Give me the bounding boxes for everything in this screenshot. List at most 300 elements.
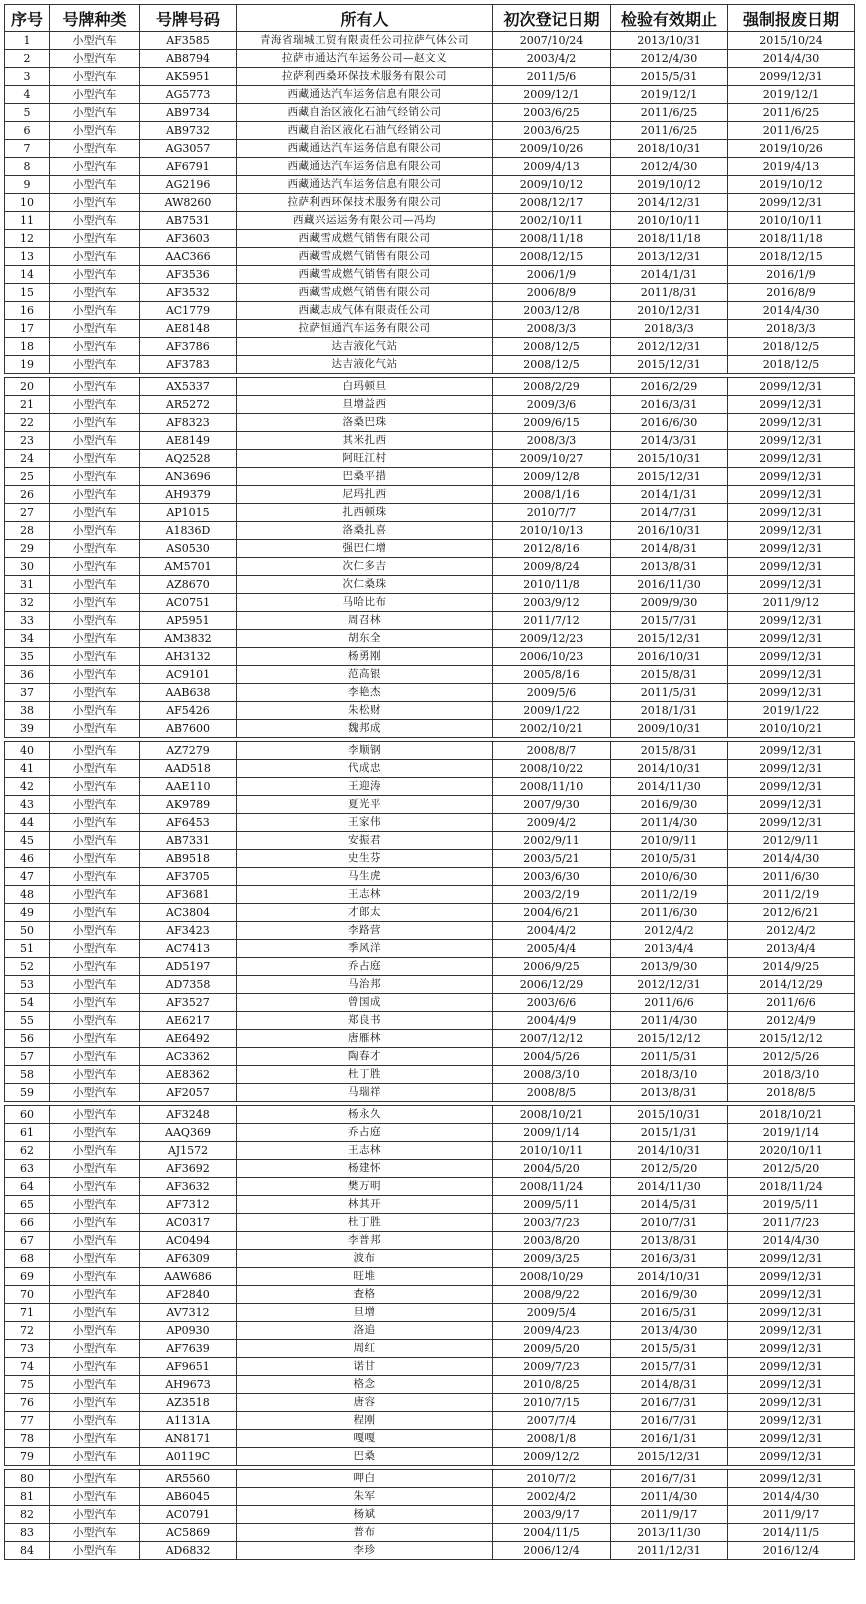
cell-owner: 王家伟	[237, 814, 493, 832]
cell-first-registration-date: 2007/9/30	[493, 796, 611, 814]
cell-plate-type: 小型汽车	[50, 702, 140, 720]
cell-first-registration-date: 2009/10/27	[493, 450, 611, 468]
cell-plate-number: AR5272	[140, 396, 237, 414]
cell-plate-number: AC0494	[140, 1232, 237, 1250]
cell-plate-number: AF3423	[140, 922, 237, 940]
cell-seq: 40	[5, 742, 50, 760]
cell-inspection-valid-until: 2019/12/1	[611, 86, 728, 104]
cell-mandatory-scrap-date: 2099/12/31	[728, 576, 855, 594]
cell-inspection-valid-until: 2011/2/19	[611, 886, 728, 904]
table-row	[5, 994, 855, 1012]
cell-first-registration-date: 2003/4/2	[493, 50, 611, 68]
cell-first-registration-date: 2009/12/1	[493, 86, 611, 104]
cell-owner: 陶春才	[237, 1048, 493, 1066]
cell-plate-number: AP0930	[140, 1322, 237, 1340]
cell-plate-number: AF6309	[140, 1250, 237, 1268]
cell-inspection-valid-until: 2015/5/31	[611, 1340, 728, 1358]
cell-mandatory-scrap-date: 2011/7/23	[728, 1214, 855, 1232]
cell-inspection-valid-until: 2014/1/31	[611, 486, 728, 504]
cell-inspection-valid-until: 2013/4/30	[611, 1322, 728, 1340]
cell-mandatory-scrap-date: 2099/12/31	[728, 540, 855, 558]
cell-plate-type: 小型汽车	[50, 378, 140, 396]
cell-owner: 洛桑扎喜	[237, 522, 493, 540]
vehicle-table	[4, 4, 855, 1560]
table-row	[5, 1286, 855, 1304]
cell-seq: 37	[5, 684, 50, 702]
cell-mandatory-scrap-date: 2014/4/30	[728, 50, 855, 68]
table-row	[5, 1488, 855, 1506]
cell-seq: 71	[5, 1304, 50, 1322]
cell-seq: 29	[5, 540, 50, 558]
cell-first-registration-date: 2008/1/16	[493, 486, 611, 504]
cell-mandatory-scrap-date: 2018/11/24	[728, 1178, 855, 1196]
cell-plate-type: 小型汽车	[50, 666, 140, 684]
cell-plate-type: 小型汽车	[50, 122, 140, 140]
cell-first-registration-date: 2002/4/2	[493, 1488, 611, 1506]
cell-inspection-valid-until: 2015/5/31	[611, 68, 728, 86]
cell-seq: 56	[5, 1030, 50, 1048]
cell-plate-number: A1131A	[140, 1412, 237, 1430]
cell-plate-number: AV7312	[140, 1304, 237, 1322]
cell-mandatory-scrap-date: 2014/4/30	[728, 1488, 855, 1506]
cell-first-registration-date: 2006/12/4	[493, 1542, 611, 1560]
cell-plate-type: 小型汽车	[50, 958, 140, 976]
cell-first-registration-date: 2009/8/24	[493, 558, 611, 576]
cell-mandatory-scrap-date: 2011/6/30	[728, 868, 855, 886]
cell-plate-number: AM5701	[140, 558, 237, 576]
table-row	[5, 396, 855, 414]
table-row	[5, 86, 855, 104]
cell-owner: 旦增	[237, 1304, 493, 1322]
table-row	[5, 666, 855, 684]
cell-plate-type: 小型汽车	[50, 684, 140, 702]
cell-inspection-valid-until: 2013/10/31	[611, 32, 728, 50]
cell-owner: 诺甘	[237, 1358, 493, 1376]
cell-inspection-valid-until: 2011/5/31	[611, 1048, 728, 1066]
cell-first-registration-date: 2009/6/15	[493, 414, 611, 432]
cell-first-registration-date: 2010/10/11	[493, 1142, 611, 1160]
cell-plate-number: AF2057	[140, 1084, 237, 1102]
cell-mandatory-scrap-date: 2099/12/31	[728, 684, 855, 702]
cell-first-registration-date: 2009/4/23	[493, 1322, 611, 1340]
cell-mandatory-scrap-date: 2018/12/5	[728, 356, 855, 374]
cell-owner: 朱松财	[237, 702, 493, 720]
cell-plate-type: 小型汽车	[50, 1488, 140, 1506]
cell-plate-type: 小型汽车	[50, 194, 140, 212]
cell-plate-type: 小型汽车	[50, 994, 140, 1012]
cell-first-registration-date: 2008/8/7	[493, 742, 611, 760]
cell-plate-number: AZ8670	[140, 576, 237, 594]
cell-owner: 李路营	[237, 922, 493, 940]
cell-seq: 54	[5, 994, 50, 1012]
cell-inspection-valid-until: 2014/1/31	[611, 266, 728, 284]
cell-seq: 25	[5, 468, 50, 486]
table-row	[5, 702, 855, 720]
cell-owner: 马瑞祥	[237, 1084, 493, 1102]
cell-mandatory-scrap-date: 2016/8/9	[728, 284, 855, 302]
cell-seq: 69	[5, 1268, 50, 1286]
table-row	[5, 266, 855, 284]
table-row	[5, 1214, 855, 1232]
cell-mandatory-scrap-date: 2099/12/31	[728, 1358, 855, 1376]
cell-plate-type: 小型汽车	[50, 158, 140, 176]
cell-first-registration-date: 2008/10/29	[493, 1268, 611, 1286]
cell-mandatory-scrap-date: 2013/4/4	[728, 940, 855, 958]
cell-first-registration-date: 2009/12/8	[493, 468, 611, 486]
cell-seq: 30	[5, 558, 50, 576]
cell-owner: 唐容	[237, 1394, 493, 1412]
cell-mandatory-scrap-date: 2019/10/12	[728, 176, 855, 194]
cell-first-registration-date: 2006/9/25	[493, 958, 611, 976]
table-row	[5, 1448, 855, 1466]
cell-plate-number: AF3585	[140, 32, 237, 50]
cell-owner: 阿旺江村	[237, 450, 493, 468]
cell-owner: 史生芬	[237, 850, 493, 868]
cell-first-registration-date: 2006/1/9	[493, 266, 611, 284]
cell-inspection-valid-until: 2011/8/31	[611, 284, 728, 302]
table-row	[5, 338, 855, 356]
cell-first-registration-date: 2008/3/10	[493, 1066, 611, 1084]
cell-plate-number: AB9518	[140, 850, 237, 868]
table-row	[5, 140, 855, 158]
cell-plate-type: 小型汽车	[50, 302, 140, 320]
cell-plate-type: 小型汽车	[50, 432, 140, 450]
cell-owner: 洛追	[237, 1322, 493, 1340]
cell-owner: 代成忠	[237, 760, 493, 778]
cell-owner: 李珍	[237, 1542, 493, 1560]
cell-plate-number: AE8362	[140, 1066, 237, 1084]
cell-inspection-valid-until: 2015/12/31	[611, 630, 728, 648]
cell-seq: 52	[5, 958, 50, 976]
cell-mandatory-scrap-date: 2099/12/31	[728, 558, 855, 576]
cell-first-registration-date: 2009/10/12	[493, 176, 611, 194]
table-body	[5, 32, 855, 1560]
cell-seq: 32	[5, 594, 50, 612]
cell-first-registration-date: 2005/4/4	[493, 940, 611, 958]
table-row	[5, 1250, 855, 1268]
cell-inspection-valid-until: 2015/12/31	[611, 356, 728, 374]
cell-owner: 旦增益西	[237, 396, 493, 414]
cell-plate-type: 小型汽车	[50, 1340, 140, 1358]
cell-owner: 次仁多吉	[237, 558, 493, 576]
cell-plate-type: 小型汽车	[50, 284, 140, 302]
cell-first-registration-date: 2010/7/2	[493, 1470, 611, 1488]
cell-plate-type: 小型汽车	[50, 1470, 140, 1488]
cell-first-registration-date: 2009/5/6	[493, 684, 611, 702]
table-row	[5, 778, 855, 796]
cell-plate-type: 小型汽车	[50, 356, 140, 374]
cell-seq: 44	[5, 814, 50, 832]
cell-seq: 68	[5, 1250, 50, 1268]
cell-inspection-valid-until: 2010/9/11	[611, 832, 728, 850]
cell-plate-type: 小型汽车	[50, 1178, 140, 1196]
table-row	[5, 1430, 855, 1448]
table-row	[5, 1066, 855, 1084]
table-row	[5, 104, 855, 122]
cell-first-registration-date: 2004/5/26	[493, 1048, 611, 1066]
cell-first-registration-date: 2003/6/30	[493, 868, 611, 886]
cell-owner: 李艳杰	[237, 684, 493, 702]
cell-seq: 61	[5, 1124, 50, 1142]
cell-plate-number: AC0791	[140, 1506, 237, 1524]
cell-plate-type: 小型汽车	[50, 1232, 140, 1250]
cell-plate-type: 小型汽车	[50, 104, 140, 122]
cell-inspection-valid-until: 2015/7/31	[611, 1358, 728, 1376]
cell-inspection-valid-until: 2016/10/31	[611, 648, 728, 666]
cell-seq: 28	[5, 522, 50, 540]
cell-plate-number: AAD518	[140, 760, 237, 778]
cell-seq: 11	[5, 212, 50, 230]
cell-plate-number: AF3783	[140, 356, 237, 374]
cell-plate-number: AG2196	[140, 176, 237, 194]
cell-plate-number: AW8260	[140, 194, 237, 212]
cell-plate-number: AH9673	[140, 1376, 237, 1394]
cell-plate-number: AD6832	[140, 1542, 237, 1560]
cell-owner: 巴桑平措	[237, 468, 493, 486]
cell-owner: 李普邦	[237, 1232, 493, 1250]
cell-owner: 魏邦成	[237, 720, 493, 738]
cell-inspection-valid-until: 2012/12/31	[611, 976, 728, 994]
cell-mandatory-scrap-date: 2099/12/31	[728, 1286, 855, 1304]
cell-plate-number: AF6453	[140, 814, 237, 832]
table-row	[5, 814, 855, 832]
cell-seq: 17	[5, 320, 50, 338]
cell-owner: 其米扎西	[237, 432, 493, 450]
cell-plate-number: AH3132	[140, 648, 237, 666]
cell-first-registration-date: 2008/12/17	[493, 194, 611, 212]
cell-seq: 50	[5, 922, 50, 940]
cell-mandatory-scrap-date: 2019/1/14	[728, 1124, 855, 1142]
cell-inspection-valid-until: 2016/3/31	[611, 1250, 728, 1268]
cell-inspection-valid-until: 2015/12/31	[611, 468, 728, 486]
cell-owner: 青海省瑞城工贸有限责任公司拉萨气体公司	[237, 32, 493, 50]
cell-owner: 西藏自治区液化石油气经销公司	[237, 122, 493, 140]
cell-inspection-valid-until: 2016/2/29	[611, 378, 728, 396]
cell-plate-number: A0119C	[140, 1448, 237, 1466]
cell-plate-number: AS0530	[140, 540, 237, 558]
cell-plate-number: AB9732	[140, 122, 237, 140]
cell-plate-type: 小型汽车	[50, 86, 140, 104]
cell-plate-number: AAE110	[140, 778, 237, 796]
cell-first-registration-date: 2003/5/21	[493, 850, 611, 868]
table-row	[5, 1358, 855, 1376]
cell-mandatory-scrap-date: 2010/10/21	[728, 720, 855, 738]
table-row	[5, 1048, 855, 1066]
cell-plate-type: 小型汽车	[50, 1524, 140, 1542]
cell-plate-number: AG3057	[140, 140, 237, 158]
cell-seq: 6	[5, 122, 50, 140]
table-row	[5, 432, 855, 450]
cell-mandatory-scrap-date: 2099/12/31	[728, 612, 855, 630]
cell-first-registration-date: 2008/1/8	[493, 1430, 611, 1448]
cell-plate-type: 小型汽车	[50, 1394, 140, 1412]
cell-first-registration-date: 2008/8/5	[493, 1084, 611, 1102]
cell-inspection-valid-until: 2009/10/31	[611, 720, 728, 738]
table-row	[5, 522, 855, 540]
cell-seq: 14	[5, 266, 50, 284]
cell-mandatory-scrap-date: 2099/12/31	[728, 68, 855, 86]
cell-plate-number: AF5426	[140, 702, 237, 720]
cell-seq: 78	[5, 1430, 50, 1448]
cell-plate-type: 小型汽车	[50, 68, 140, 86]
cell-plate-number: AC0317	[140, 1214, 237, 1232]
cell-plate-type: 小型汽车	[50, 1376, 140, 1394]
cell-inspection-valid-until: 2019/10/12	[611, 176, 728, 194]
cell-inspection-valid-until: 2016/9/30	[611, 1286, 728, 1304]
cell-plate-type: 小型汽车	[50, 1286, 140, 1304]
cell-owner: 周红	[237, 1340, 493, 1358]
cell-first-registration-date: 2009/5/11	[493, 1196, 611, 1214]
cell-owner: 才郎太	[237, 904, 493, 922]
cell-plate-number: AZ7279	[140, 742, 237, 760]
cell-mandatory-scrap-date: 2012/5/20	[728, 1160, 855, 1178]
cell-mandatory-scrap-date: 2012/6/21	[728, 904, 855, 922]
cell-inspection-valid-until: 2018/3/10	[611, 1066, 728, 1084]
cell-first-registration-date: 2010/7/7	[493, 504, 611, 522]
cell-first-registration-date: 2004/11/5	[493, 1524, 611, 1542]
cell-inspection-valid-until: 2011/6/25	[611, 104, 728, 122]
cell-plate-type: 小型汽车	[50, 338, 140, 356]
cell-first-registration-date: 2003/9/12	[493, 594, 611, 612]
cell-first-registration-date: 2006/8/9	[493, 284, 611, 302]
cell-inspection-valid-until: 2010/5/31	[611, 850, 728, 868]
cell-inspection-valid-until: 2013/8/31	[611, 1084, 728, 1102]
cell-plate-type: 小型汽车	[50, 1106, 140, 1124]
cell-owner: 次仁桑珠	[237, 576, 493, 594]
cell-mandatory-scrap-date: 2099/12/31	[728, 666, 855, 684]
cell-plate-number: AF3705	[140, 868, 237, 886]
cell-inspection-valid-until: 2012/5/20	[611, 1160, 728, 1178]
cell-plate-number: AAC366	[140, 248, 237, 266]
cell-owner: 旺堆	[237, 1268, 493, 1286]
cell-plate-type: 小型汽车	[50, 32, 140, 50]
cell-plate-number: AE8148	[140, 320, 237, 338]
cell-plate-number: AK5951	[140, 68, 237, 86]
cell-owner: 樊万明	[237, 1178, 493, 1196]
cell-plate-type: 小型汽车	[50, 1214, 140, 1232]
cell-first-registration-date: 2003/7/23	[493, 1214, 611, 1232]
table-row	[5, 1412, 855, 1430]
cell-mandatory-scrap-date: 2011/2/19	[728, 886, 855, 904]
cell-plate-number: AF7312	[140, 1196, 237, 1214]
table-row	[5, 1322, 855, 1340]
cell-plate-type: 小型汽车	[50, 396, 140, 414]
cell-owner: 杨永久	[237, 1106, 493, 1124]
cell-first-registration-date: 2010/10/13	[493, 522, 611, 540]
cell-seq: 13	[5, 248, 50, 266]
cell-owner: 拉萨市通达汽车运务公司—赵文义	[237, 50, 493, 68]
cell-owner: 西藏通达汽车运务信息有限公司	[237, 158, 493, 176]
cell-plate-type: 小型汽车	[50, 504, 140, 522]
cell-inspection-valid-until: 2016/7/31	[611, 1394, 728, 1412]
cell-first-registration-date: 2009/10/26	[493, 140, 611, 158]
table-row	[5, 576, 855, 594]
cell-mandatory-scrap-date: 2018/3/10	[728, 1066, 855, 1084]
cell-inspection-valid-until: 2018/11/18	[611, 230, 728, 248]
table-row	[5, 594, 855, 612]
cell-mandatory-scrap-date: 2099/12/31	[728, 1250, 855, 1268]
cell-plate-number: AE6492	[140, 1030, 237, 1048]
cell-plate-number: AG5773	[140, 86, 237, 104]
cell-plate-number: AF3692	[140, 1160, 237, 1178]
cell-first-registration-date: 2009/1/22	[493, 702, 611, 720]
cell-mandatory-scrap-date: 2019/4/13	[728, 158, 855, 176]
cell-plate-number: AM3832	[140, 630, 237, 648]
table-row	[5, 558, 855, 576]
cell-owner: 达吉液化气站	[237, 356, 493, 374]
cell-seq: 22	[5, 414, 50, 432]
table-row	[5, 450, 855, 468]
cell-seq: 53	[5, 976, 50, 994]
cell-plate-number: AN8171	[140, 1430, 237, 1448]
cell-seq: 59	[5, 1084, 50, 1102]
cell-owner: 西藏通达汽车运务信息有限公司	[237, 140, 493, 158]
table-row	[5, 760, 855, 778]
cell-plate-number: AP1015	[140, 504, 237, 522]
cell-plate-type: 小型汽车	[50, 248, 140, 266]
cell-owner: 拉萨恒通汽车运务有限公司	[237, 320, 493, 338]
table-row	[5, 158, 855, 176]
cell-mandatory-scrap-date: 2099/12/31	[728, 1470, 855, 1488]
table-row	[5, 742, 855, 760]
table-row	[5, 796, 855, 814]
table-row	[5, 850, 855, 868]
cell-owner: 达吉液化气站	[237, 338, 493, 356]
cell-seq: 65	[5, 1196, 50, 1214]
cell-first-registration-date: 2009/4/2	[493, 814, 611, 832]
cell-plate-type: 小型汽车	[50, 760, 140, 778]
cell-inspection-valid-until: 2016/11/30	[611, 576, 728, 594]
table-row	[5, 612, 855, 630]
cell-plate-type: 小型汽车	[50, 486, 140, 504]
cell-mandatory-scrap-date: 2011/9/12	[728, 594, 855, 612]
cell-plate-number: AB7331	[140, 832, 237, 850]
cell-first-registration-date: 2008/11/24	[493, 1178, 611, 1196]
cell-plate-number: AAW686	[140, 1268, 237, 1286]
cell-owner: 尼玛扎西	[237, 486, 493, 504]
cell-seq: 4	[5, 86, 50, 104]
cell-first-registration-date: 2009/5/20	[493, 1340, 611, 1358]
cell-owner: 白玛顿旦	[237, 378, 493, 396]
cell-first-registration-date: 2009/4/13	[493, 158, 611, 176]
cell-owner: 杨建怀	[237, 1160, 493, 1178]
cell-seq: 70	[5, 1286, 50, 1304]
cell-plate-number: AZ3518	[140, 1394, 237, 1412]
table-row	[5, 356, 855, 374]
cell-seq: 58	[5, 1066, 50, 1084]
cell-owner: 西藏志成气体有限责任公司	[237, 302, 493, 320]
cell-first-registration-date: 2002/9/11	[493, 832, 611, 850]
cell-seq: 82	[5, 1506, 50, 1524]
cell-mandatory-scrap-date: 2099/12/31	[728, 778, 855, 796]
cell-seq: 43	[5, 796, 50, 814]
cell-seq: 77	[5, 1412, 50, 1430]
cell-seq: 41	[5, 760, 50, 778]
cell-plate-number: AC9101	[140, 666, 237, 684]
cell-plate-type: 小型汽车	[50, 176, 140, 194]
cell-owner: 强巴仁增	[237, 540, 493, 558]
table-row	[5, 378, 855, 396]
cell-first-registration-date: 2004/4/9	[493, 1012, 611, 1030]
table-row	[5, 176, 855, 194]
cell-plate-number: AC5869	[140, 1524, 237, 1542]
cell-inspection-valid-until: 2018/3/3	[611, 320, 728, 338]
cell-inspection-valid-until: 2013/9/30	[611, 958, 728, 976]
cell-plate-type: 小型汽车	[50, 1412, 140, 1430]
table-row	[5, 886, 855, 904]
cell-inspection-valid-until: 2012/12/31	[611, 338, 728, 356]
cell-plate-number: AB7531	[140, 212, 237, 230]
